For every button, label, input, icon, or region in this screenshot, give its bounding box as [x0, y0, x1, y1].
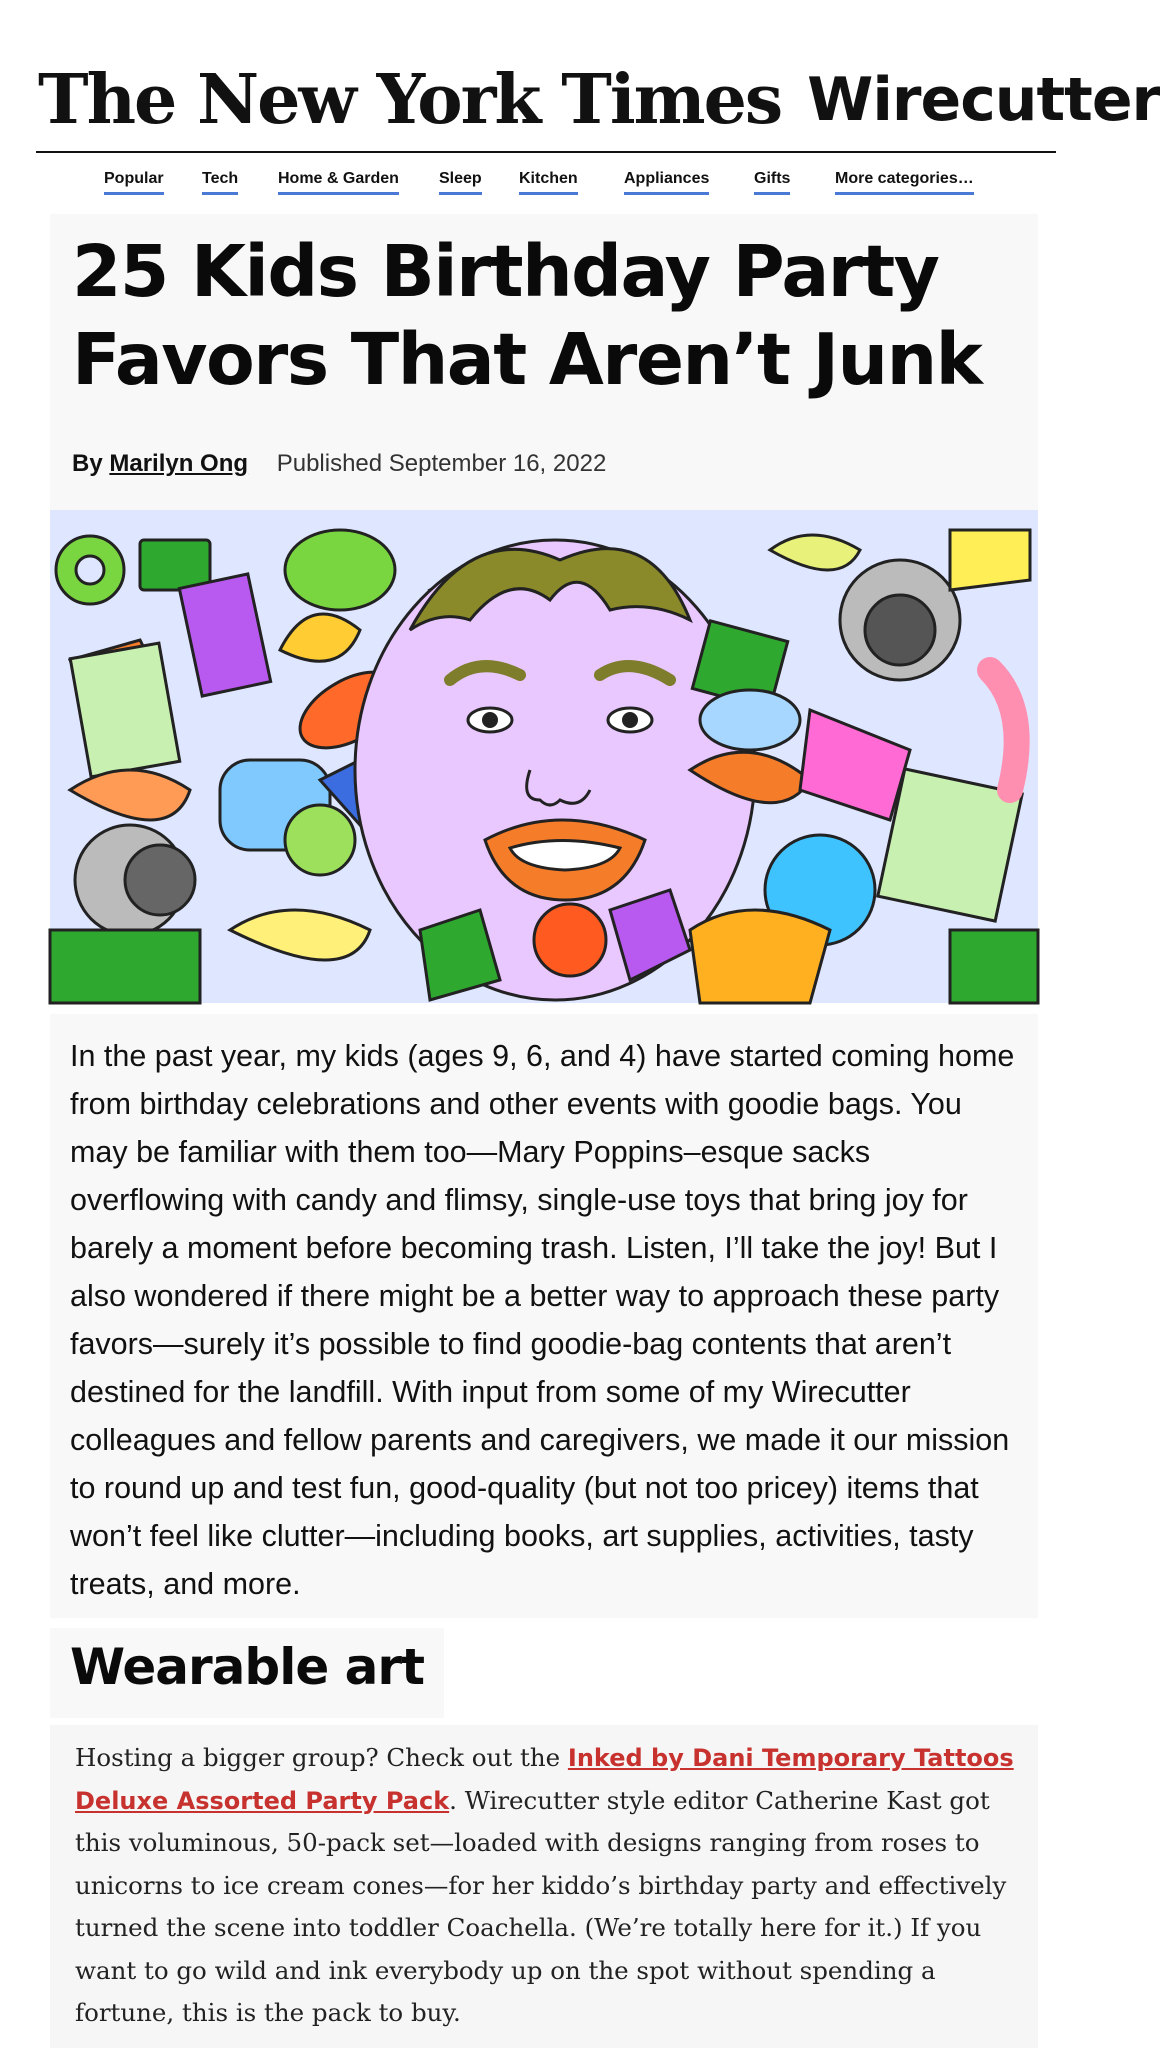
nav-gifts[interactable]: Gifts: [754, 170, 790, 195]
byline-prefix: By: [72, 450, 103, 477]
section-text-before: Hosting a bigger group? Check out the: [75, 1743, 568, 1772]
masthead: [38, 52, 1160, 148]
hero-illustration-art: [50, 510, 1038, 1003]
nav-popular[interactable]: Popular: [104, 170, 164, 195]
intro-panel: [50, 1014, 1038, 1618]
wirecutter-logo[interactable]: Wirecutter: [807, 65, 1160, 135]
nav-kitchen[interactable]: Kitchen: [519, 170, 578, 195]
section-text-after: . Wirecutter style editor Catherine Kast got this voluminous, 50-pack set—loaded with designs ranging from roses to unicorns to ice cream cones—for her kiddo’s birthday party and effectively turned the scene into toddler Coachella. (We’re totally here for it.) If you want to go wild and ink everybody up on the spot without spending a fortune, this is the pack to buy.: [75, 1785, 1007, 2027]
nav-tech[interactable]: Tech: [202, 170, 238, 195]
nav-home-garden[interactable]: Home & Garden: [278, 170, 399, 195]
nyt-logo[interactable]: The New York Times: [38, 60, 782, 140]
headline-panel: [50, 214, 1038, 510]
author-link[interactable]: Marilyn Ong: [109, 450, 249, 477]
nav-more-categories[interactable]: More categories…: [835, 170, 974, 195]
byline: [72, 450, 606, 478]
nav-appliances[interactable]: Appliances: [624, 170, 709, 195]
intro-paragraph: In the past year, my kids (ages 9, 6, and 4) have started coming home from birthday celebrations and other events with goodie bags. You may be familiar with them too—Mary Poppins–esque sacks overflowing with candy and flimsy, single-use toys that bring joy for barely a moment before becoming trash. Listen, I’ll take the joy! But I also wondered if there might be a better way to approach these party favors—surely it’s possible to find goodie-bag contents that aren’t destined for the landfill. With input from some of my Wirecutter colleagues and fellow parents and caregivers, we made it our mission to round up and test fun, good-quality (but not too pricey) items that won’t feel like clutter—including books, art supplies, activities, tasty treats, and more.: [70, 1039, 1015, 1601]
published-date: Published September 16, 2022: [276, 450, 607, 477]
nav-sleep[interactable]: Sleep: [439, 170, 482, 195]
article-title: 25 Kids Birthday Party Favors That Aren’t Junk: [72, 230, 982, 401]
section-heading-panel: [50, 1628, 444, 1718]
hero-illustration: [50, 510, 1038, 1003]
section-title: Wearable art: [70, 1638, 424, 1696]
section-body-paragraph: [75, 1737, 1020, 2035]
masthead-rule: [36, 151, 1056, 153]
product-link[interactable]: Inked by Dani Temporary Tattoos Deluxe Assorted Party Pack: [75, 1744, 1014, 1815]
section-body-panel: [50, 1725, 1038, 2048]
